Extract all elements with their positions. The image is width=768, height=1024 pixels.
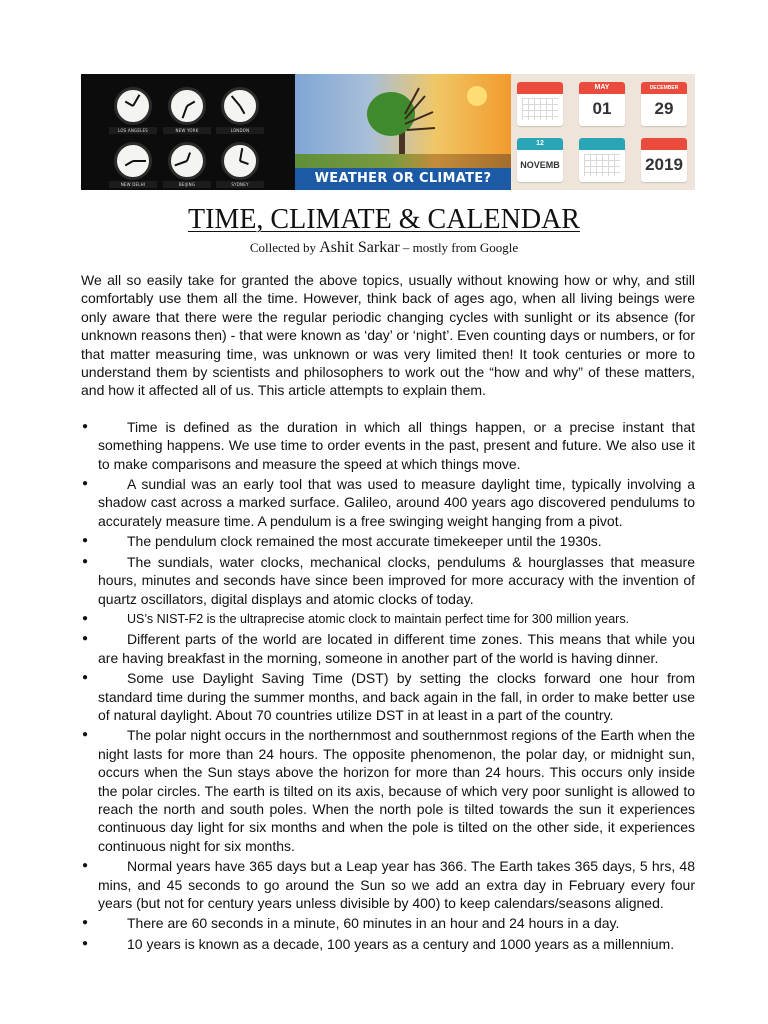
bullet-icon: ● bbox=[82, 937, 89, 949]
calendar-icon: MAY 01 bbox=[579, 82, 625, 126]
bullet-list bbox=[81, 418, 695, 953]
header-banner bbox=[81, 74, 695, 190]
list-item: ● The sundials, water clocks, mechanical clocks, pendulums & hourglasses that measure hours, minutes and seconds have since been improved for more accuracy with the invention of quartz oscillators, digital displays and atomic clocks of today. bbox=[82, 553, 695, 607]
world-clocks-image bbox=[81, 74, 295, 190]
calendar-icon: 12 NOVEMB bbox=[517, 138, 563, 182]
list-item: ● The pendulum clock remained the most accurate timekeeper until the 1930s. bbox=[82, 533, 602, 550]
list-item: ● A sundial was an early tool that was used to measure daylight time, typically involving a shadow cast across a marked surface. Galileo, around 400 years ago discovered pendulums to accurately measure time. A pendulum is a free swinging weight hanging from a pivot. bbox=[82, 476, 695, 529]
bullet-icon: ● bbox=[82, 860, 89, 872]
bullet-icon: ● bbox=[82, 535, 89, 547]
list-item: ● The polar night occurs in the northernmost and southernmost regions of the Earth when the night lasts for more than 24 hours. The opposite phenomenon, the polar day, or midnight sun, occurs when the Sun stays above the horizon for more than 24 hours. This occurs only inside the polar circles. The earth is tilted on its axis, because of which very poor sunlight is allowed to reach the north and south poles. When the north pole is tilted towards the sun it experiences continuous day light for six months and when the pole is tilted on the other side, it experiences continuous night for six months. bbox=[82, 727, 695, 854]
clock-city-label: LONDON bbox=[216, 127, 264, 134]
bullet-icon: ● bbox=[82, 633, 89, 645]
calendars-image bbox=[511, 74, 695, 190]
list-item: ● US’s NIST-F2 is the ultraprecise atomic clock to maintain perfect time for 300 million years. bbox=[81, 610, 695, 628]
weather-title-text: WEATHER OR CLIMATE? bbox=[295, 168, 511, 190]
clock-icon bbox=[168, 87, 206, 125]
bullet-icon: ● bbox=[82, 478, 89, 490]
page-title: TIME, CLIMATE & CALENDAR bbox=[188, 204, 580, 235]
clock-icon bbox=[221, 142, 259, 180]
bullet-icon: ● bbox=[82, 555, 89, 567]
list-item: ● Different parts of the world are located in different time zones. This means that while you are having breakfast in the morning, someone in another part of the world is having dinner. bbox=[82, 631, 695, 666]
calendar-icon bbox=[517, 82, 563, 126]
clock-city-label: NEW DELHI bbox=[109, 181, 157, 188]
bullet-icon: ● bbox=[82, 917, 89, 929]
list-item: ● Time is defined as the duration in which all things happen, or a precise instant that something happens. We use time to order events in the past, present and future. We also use it to make comparisons and measure the speed at which things move. bbox=[82, 418, 695, 472]
calendar-icon: 2019 bbox=[641, 138, 687, 182]
clock-city-label: NEW YORK bbox=[163, 127, 211, 134]
byline-prefix: Collected by bbox=[249, 240, 320, 255]
byline-suffix: – mostly from Google bbox=[399, 240, 519, 255]
article-body bbox=[81, 271, 695, 955]
bullet-icon: ● bbox=[82, 729, 89, 741]
list-item: ● Normal years have 365 days but a Leap year has 366. The Earth takes 365 days, 5 hrs, 48 mins, and 45 seconds to go around the Sun so we add an extra day in February every four years (but not for century years unless divisible by 400) to keep calendars/seasons aligned. bbox=[82, 858, 695, 911]
clock-icon bbox=[114, 87, 152, 125]
calendar-icon bbox=[579, 138, 625, 182]
list-item: ● 10 years is known as a decade, 100 years as a century and 1000 years as a millennium. bbox=[82, 935, 675, 952]
clock-icon bbox=[114, 142, 152, 180]
byline-author: Ashit Sarkar bbox=[319, 239, 400, 256]
clock-city-label: SYDNEY bbox=[216, 181, 264, 188]
list-item: ● Some use Daylight Saving Time (DST) by setting the clocks forward one hour from standard time during the summer months, and back again in the fall, in order to make better use of natural daylight. About 70 countries utilize DST in at least in a part of the country. bbox=[82, 670, 695, 723]
clock-icon bbox=[221, 87, 259, 125]
list-item: ● There are 60 seconds in a minute, 60 minutes in an hour and 24 hours in a day. bbox=[82, 915, 620, 932]
bullet-icon: ● bbox=[82, 612, 89, 624]
weather-or-climate-image bbox=[295, 74, 511, 190]
ground-strip bbox=[295, 154, 511, 168]
clock-icon bbox=[168, 142, 206, 180]
calendar-icon: DECEMBER 29 bbox=[641, 82, 687, 126]
intro-paragraph: We all so easily take for granted the above topics, usually without knowing how or why, and still comfortably use them all the time. However, think back of ages ago, when all living beings were only aware that there were the regular periodic changing cycles with sunlight or its absence (for unknown reasons then) - that were known as ‘day’ or ‘night’. Even counting days or numbers, or for that matter measuring time, was unknown or was very limited then! It took centuries or more to understand them by scientists and philosophers to work out the “how and why” of these matters, and how it affected all of us. This article attempts to explain them. bbox=[81, 272, 695, 399]
byline bbox=[0, 240, 768, 256]
clock-city-label: LOS ANGELES bbox=[109, 127, 157, 134]
clock-city-label: BEIJING bbox=[163, 181, 211, 188]
bullet-icon: ● bbox=[82, 672, 89, 684]
bullet-icon: ● bbox=[82, 420, 89, 432]
